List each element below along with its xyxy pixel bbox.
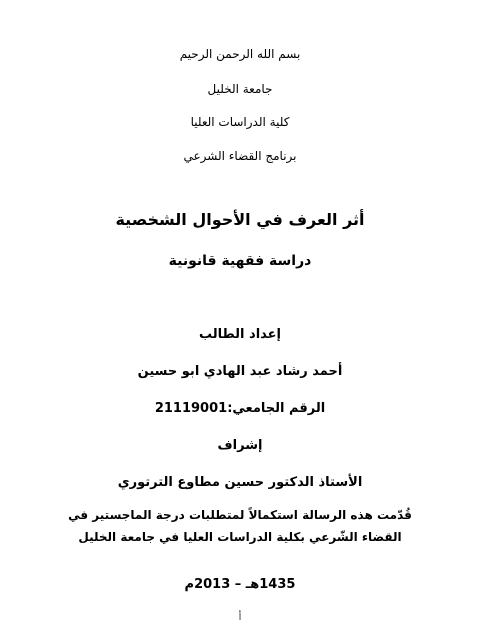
university-name: جامعة الخليل xyxy=(207,82,273,96)
thesis-title: أثر العرف في الأحوال الشخصية xyxy=(115,210,365,229)
page-number: أ xyxy=(238,612,242,623)
student-name: أحمد رشاد عبد الهادي ابو حسين xyxy=(137,364,343,379)
basmala: بسم الله الرحمن الرحيم xyxy=(179,47,301,61)
college-name: كلية الدراسات العليا xyxy=(190,115,290,129)
prepared-by-label: إعداد الطالب xyxy=(198,327,282,342)
submission-statement: قُدّمت هذه الرسالة استكمالاً لمتطلبات درجة الماجستير في القضاء الشّرعي بكلية الدراسات العليا في جامعة الخليل xyxy=(68,508,412,544)
supervisor-name: الأستاذ الدكتور حسين مطاوع الترتوري xyxy=(117,475,363,490)
supervision-label: إشراف xyxy=(217,438,263,453)
student-id: الرقم الجامعي:21119001 xyxy=(154,401,326,416)
submission-date: 1435هـ – 2013م xyxy=(184,577,296,592)
program-name: برنامج القضاء الشرعي xyxy=(183,149,297,163)
thesis-subtitle: دراسة فقهية قانونية xyxy=(168,253,312,269)
